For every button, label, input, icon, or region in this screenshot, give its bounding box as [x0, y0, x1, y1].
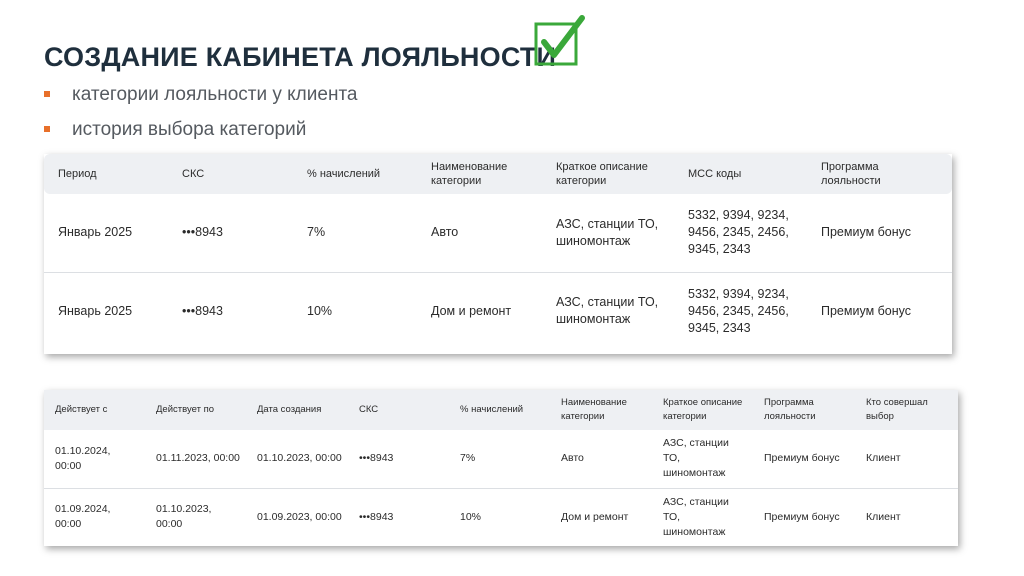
table-row[interactable]: [44, 488, 958, 546]
column-header: Действует по: [156, 404, 214, 415]
category-cell: Авто: [431, 225, 459, 240]
bullet-item: [44, 117, 358, 152]
column-header: Наименование категории: [561, 397, 627, 422]
check-icon: [532, 12, 586, 68]
table-header-row: [44, 390, 958, 430]
column-header: Действует с: [55, 404, 108, 415]
column-header: Наименование категории: [431, 161, 508, 187]
chooser-cell: Клиент: [866, 452, 901, 465]
description-cell: АЗС, станции ТО, шиномонтаж: [663, 437, 729, 480]
column-header: Дата создания: [257, 404, 322, 415]
slide-title: СОЗДАНИЕ КАБИНЕТА ЛОЯЛЬНОСТИ: [44, 42, 557, 72]
table-row[interactable]: [44, 272, 952, 350]
created-date-cell: 01.09.2023, 00:00: [246, 488, 348, 546]
category-history-table: [44, 390, 958, 546]
cks-cell: •••8943: [348, 488, 449, 546]
cks-cell: •••8943: [168, 272, 293, 350]
valid-from-cell: 01.09.2024, 00:00: [44, 488, 145, 546]
mcc-cell: 5332, 9394, 9234, 9456, 2345, 2456, 9345, 2343: [674, 272, 807, 350]
column-header: Программа лояльности: [764, 397, 816, 422]
chooser-cell: Клиент: [855, 488, 958, 546]
valid-from-cell: 01.10.2024, 00:00: [55, 444, 111, 472]
column-header: % начислений: [307, 168, 381, 180]
created-date-cell: 01.10.2023, 00:00: [257, 452, 342, 465]
description-cell: АЗС, станции ТО, шиномонтаж: [542, 272, 674, 350]
column-header: Программа лояльности: [821, 161, 881, 187]
description-cell: АЗС, станции ТО, шиномонтаж: [556, 216, 659, 248]
description-cell: АЗС, станции ТО, шиномонтаж: [652, 488, 753, 546]
program-cell: Премиум бонус: [807, 272, 952, 350]
percent-cell: 10%: [293, 272, 417, 350]
bullet-text: история выбора категорий: [72, 119, 307, 140]
column-header: Кто совершал выбор: [866, 397, 928, 422]
column-header: СКС: [359, 404, 379, 415]
column-header: Период: [58, 168, 97, 180]
table-row[interactable]: [44, 430, 958, 488]
category-history-table-card: [44, 390, 958, 546]
bullet-text: категории лояльности у клиента: [72, 84, 358, 105]
valid-to-cell: 01.10.2023, 00:00: [145, 488, 246, 546]
bullet-marker: [44, 91, 50, 97]
category-cell: Дом и ремонт: [417, 272, 542, 350]
column-header: Краткое описание категории: [663, 397, 743, 422]
column-header: % начислений: [460, 404, 524, 415]
period-cell: Январь 2025: [58, 225, 133, 240]
bullet-marker: [44, 126, 50, 132]
bullet-item: [44, 82, 358, 117]
program-cell: Премиум бонус: [753, 488, 855, 546]
loyalty-categories-table: [44, 154, 952, 350]
percent-cell: 7%: [460, 452, 476, 465]
cks-cell: •••8943: [182, 225, 223, 240]
loyalty-categories-table-card: [44, 154, 952, 354]
percent-cell: 10%: [449, 488, 550, 546]
table-row[interactable]: [44, 194, 952, 272]
table-header-row: [44, 154, 952, 194]
category-cell: Авто: [561, 452, 584, 465]
percent-cell: 7%: [307, 225, 326, 240]
period-cell: Январь 2025: [44, 272, 168, 350]
column-header: Краткое описание категории: [556, 161, 648, 187]
bullet-list: [44, 82, 358, 152]
column-header: СКС: [182, 168, 205, 180]
mcc-cell: 5332, 9394, 9234, 9456, 2345, 2456, 9345, 2343: [688, 208, 789, 257]
valid-to-cell: 01.11.2023, 00:00: [156, 452, 240, 465]
column-header: МСС коды: [688, 168, 742, 180]
cks-cell: •••8943: [359, 452, 394, 465]
program-cell: Премиум бонус: [764, 452, 840, 465]
category-cell: Дом и ремонт: [550, 488, 652, 546]
program-cell: Премиум бонус: [821, 225, 912, 240]
